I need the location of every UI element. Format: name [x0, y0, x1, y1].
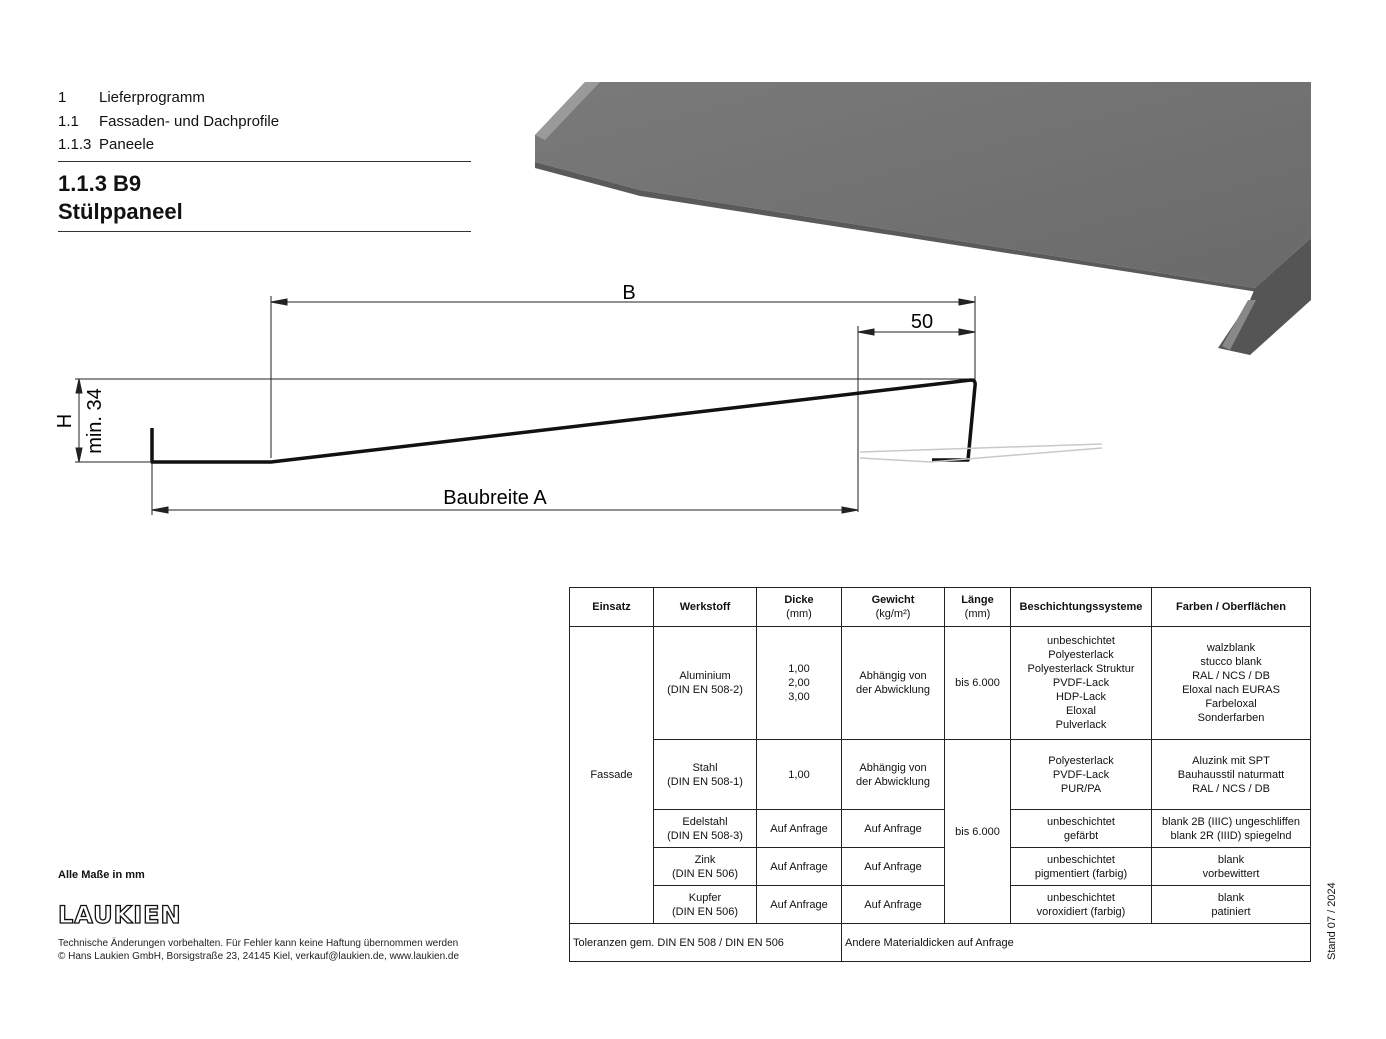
cell-farben: blank vorbewittert [1152, 848, 1311, 886]
header-gewicht: Gewicht (kg/m²) [842, 588, 945, 627]
adjacent-panel-ghost [860, 444, 1102, 462]
company-address: © Hans Laukien GmbH, Borsigstraße 23, 24145 Kiel, verkauf@laukien.de, www.laukien.de [58, 951, 460, 962]
table-row [570, 886, 1311, 924]
table-row [570, 810, 1311, 848]
cell-werkstoff: Zink (DIN EN 506) [654, 848, 757, 886]
header-farben: Farben / Oberflächen [1152, 588, 1311, 627]
thickness-note: Andere Materialdicken auf Anfrage [842, 924, 1311, 962]
cell-beschichtung: Polyesterlack PVDF-Lack PUR/PA [1011, 740, 1152, 810]
header-werkstoff: Werkstoff [654, 588, 757, 627]
cell-farben: blank patiniert [1152, 886, 1311, 924]
dim-min-label: min. 34 [84, 388, 106, 454]
breadcrumb-label: Lieferprogramm [99, 89, 205, 106]
legal-footer [58, 937, 459, 963]
cell-dicke: 1,00 [757, 740, 842, 810]
cell-werkstoff: Edelstahl (DIN EN 508-3) [654, 810, 757, 848]
cell-gewicht: Abhängig von der Abwicklung [842, 627, 945, 740]
header-laenge: Länge (mm) [945, 588, 1011, 627]
cell-beschichtung: unbeschichtet gefärbt [1011, 810, 1152, 848]
dimension-lines [75, 296, 975, 515]
header-dicke: Dicke (mm) [757, 588, 842, 627]
cell-dicke: Auf Anfrage [757, 886, 842, 924]
table-row [570, 627, 1311, 740]
cell-gewicht: Auf Anfrage [842, 848, 945, 886]
table-row [570, 740, 1311, 810]
cell-einsatz: Fassade [570, 627, 654, 924]
cell-farben: Aluzink mit SPT Bauhausstil naturmatt RAL / NCS / DB [1152, 740, 1311, 810]
cell-beschichtung: unbeschichtet Polyesterlack Polyesterlack Struktur PVDF-Lack HDP-Lack Eloxal Pulverlack [1011, 627, 1152, 740]
cell-werkstoff: Kupfer (DIN EN 506) [654, 886, 757, 924]
cell-dicke: Auf Anfrage [757, 810, 842, 848]
breadcrumb-number: 1 [58, 89, 67, 106]
cell-dicke: Auf Anfrage [757, 848, 842, 886]
profile-section [152, 380, 975, 462]
version-stamp: Stand 07 / 2024 [1326, 882, 1338, 960]
disclaimer-text: Technische Änderungen vorbehalten. Für Fehler kann keine Haftung übernommen werden [58, 938, 459, 949]
cell-werkstoff: Aluminium (DIN EN 508-2) [654, 627, 757, 740]
cell-dicke: 1,00 2,00 3,00 [757, 627, 842, 740]
header-beschichtung: Beschichtungssysteme [1011, 588, 1152, 627]
spec-table [569, 587, 1311, 962]
table-footer-row [570, 924, 1311, 962]
cell-gewicht: Abhängig von der Abwicklung [842, 740, 945, 810]
cell-farben: blank 2B (IIIC) ungeschliffen blank 2R (IIID) spiegelnd [1152, 810, 1311, 848]
cell-beschichtung: unbeschichtet pigmentiert (farbig) [1011, 848, 1152, 886]
dim-h-label: H [54, 413, 76, 429]
cell-gewicht: Auf Anfrage [842, 886, 945, 924]
header-einsatz: Einsatz [570, 588, 654, 627]
dim-a-label: Baubreite A [443, 487, 547, 509]
breadcrumb-number: 1.1 [58, 112, 79, 130]
breadcrumb-label: Paneele [99, 136, 155, 153]
company-logo: LAUKIEN [58, 901, 182, 929]
table-row [570, 848, 1311, 886]
breadcrumb-number: 1.1.3 [58, 136, 92, 153]
tolerance-note: Toleranzen gem. DIN EN 508 / DIN EN 506 [570, 924, 842, 962]
cell-gewicht: Auf Anfrage [842, 810, 945, 848]
title-name: Stülppaneel [58, 199, 183, 224]
units-note: Alle Maße in mm [58, 869, 145, 881]
table-header-row [570, 588, 1311, 627]
cell-farben: walzblank stucco blank RAL / NCS / DB Eloxal nach EURAS Farbeloxal Sonderfarben [1152, 627, 1311, 740]
breadcrumb-label: Fassaden- und Dachprofile [99, 112, 280, 130]
title-code: 1.1.3 B9 [58, 171, 142, 196]
dim-50-label: 50 [910, 311, 934, 333]
cell-laenge: bis 6.000 [945, 740, 1011, 924]
cell-beschichtung: unbeschichtet voroxidiert (farbig) [1011, 886, 1152, 924]
cell-laenge: bis 6.000 [945, 627, 1011, 740]
cell-werkstoff: Stahl (DIN EN 508-1) [654, 740, 757, 810]
dim-b-label: B [622, 282, 636, 304]
